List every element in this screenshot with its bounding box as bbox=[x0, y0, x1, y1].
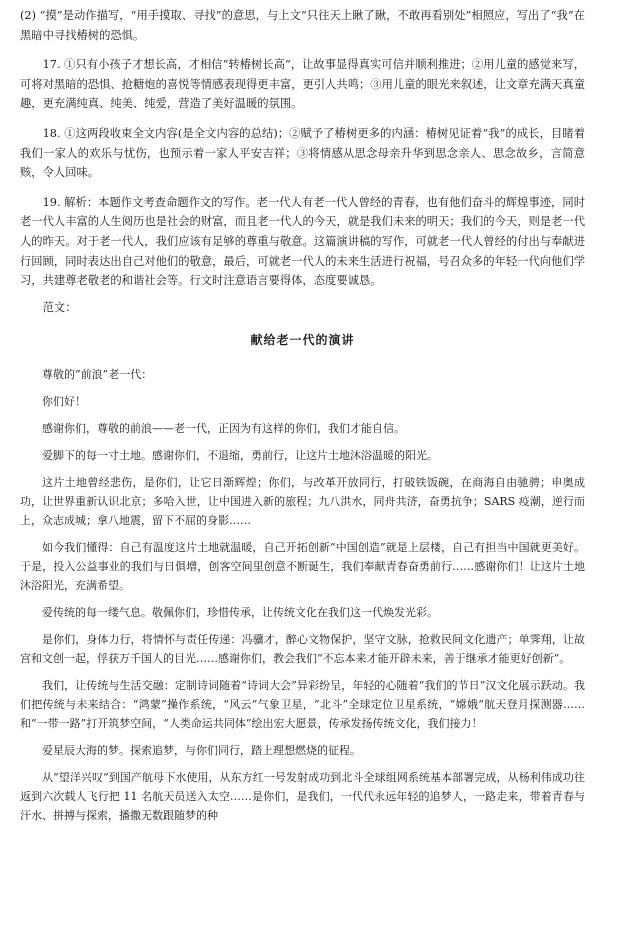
speech-paragraph: 如今我们懂得：自己有温度这片土地就温暖，自己开拓创新“中国创造”就是上层楼，自己有担当中国就更美好。于是，投入公益事业的我们与日俱增，创客空间里创意不断诞生，我们奉献青春奋勇前行……感谢你们！让这片土地沐浴阳光，充满希望。 bbox=[20, 540, 585, 592]
answer-17: 17. ①只有小孩子才想长高，才相信“转椿树长高”，让故事显得真实可信并顺利推进；②用儿童的感觉来写，可将对黑暗的恐惧、抢糖炮的喜悦等情感表现得更丰富，更引人共鸣；③用儿童的眼光来叙述，让文章充满天真童趣，更充满纯真、纯美、纯爱，营造了美好温暖的氛围。 bbox=[20, 58, 585, 111]
speech-paragraph: 爱星辰大海的梦。探索追梦，与你们同行，踏上理想燃烧的征程。 bbox=[42, 743, 361, 757]
speech-paragraph: 爱传统的每一缕气息。敬佩你们，珍惜传承，让传统文化在我们这一代焕发光彩。 bbox=[42, 605, 438, 619]
speech-paragraph: 我们，让传统与生活交融：定制诗词随着“诗词大会”异彩纷呈，年轻的心随着“我们的节日”汉文化展示跃动。我们把传统与未来结合：“鸿蒙”操作系统，“风云”气象卫星，“北斗”全球定位卫星系统，“嫦娥”航天登月探测器……和“一带一路”打开筑梦空间，“人类命运共同体”绘出宏大愿景，传承发扬传统文化，我们接力！ bbox=[20, 678, 585, 730]
speech-paragraph: 感谢你们，尊敬的前浪——老一代，正因为有这样的你们，我们才能自信。 bbox=[42, 421, 405, 435]
speech-salutation: 尊敬的“前浪”老一代： bbox=[42, 367, 153, 381]
answer-16-2: (2) “摸”是动作描写，“用手摸取、寻找”的意思，与上文“只往天上瞅了瞅，不敢再看别处”相照应，写出了“我”在黑暗中寻找椿树的恐惧。 bbox=[20, 9, 585, 42]
answer-18: 18. ①这两段收束全文内容(是全文内容的总结)；②赋予了椿树更多的内涵：椿树见证着“我”的成长，目睹着我们一家人的欢乐与忧伤，也预示着一家人平安吉祥；③将情感从思念母亲升华到思念亲人、思念故乡，言简意赅，令人回味。 bbox=[20, 126, 585, 180]
sample-essay-label: 范文： bbox=[42, 300, 77, 314]
speech-paragraph: 这片土地曾经悲伤，是你们，让它日渐辉煌；你们，与改革开放同行，打破铁饭碗，在商海自由驰骋；申奥成功，让世界重新认识北京；多哈入世，让中国进入新的旅程；九八洪水，同舟共济，奋勇抗争；SARS 疫潮，逆行而上，众志成城；拿八地震，留下不屈的身影…… bbox=[20, 475, 585, 527]
speech-paragraph: 爱脚下的每一寸土地。感谢你们，不退缩，勇前行，让这片土地沐浴温暖的阳光。 bbox=[42, 448, 438, 462]
speech-paragraph: 是你们，身体力行，将情怀与责任传递：冯骥才，醉心文物保护，坚守文脉，抢救民间文化遗产；单霁翔，让故宫和文创一起，俘获万千国人的目光……感谢你们，教会我们“不忘本来才能开辟未来，善于继承才能更好创新”。 bbox=[20, 632, 585, 665]
answer-19: 19. 解析：本题作文考查命题作文的写作。老一代人有老一代人曾经的青春，也有他们奋斗的辉煌事迹，同时老一代人丰富的人生阅历也是社会的财富，而且老一代人的今天，就是我们未来的明天；我们的今天，则是老一代人的昨天。对于老一代人，我们应该有足够的尊重与敬意。这篇演讲稿的写作，可就老一代人曾经的付出与奉献进行回顾，同时表达出自己对他们的敬意，最后，可就老一代人的未来生活进行祝福，号召众多的年轻一代向他们学习，共建尊老敬老的和谐社会等。行文时注意语言要得体，态度要诚恳。 bbox=[20, 195, 585, 288]
essay-title: 献给老一代的演讲 bbox=[250, 333, 355, 348]
speech-paragraph: 从“望洋兴叹”到国产航母下水使用，从东方红一号发射成功到北斗全球组网系统基本部署完成，从杨利伟成功往返到六次载人飞行把 11 名航天员送入太空……是你们，是我们，一代代永远年轻的追梦人，一路走来，带着青春与汗水、拼搏与探索，播撒无数跟随梦的种 bbox=[20, 770, 585, 822]
speech-greeting: 你们好！ bbox=[42, 394, 86, 408]
